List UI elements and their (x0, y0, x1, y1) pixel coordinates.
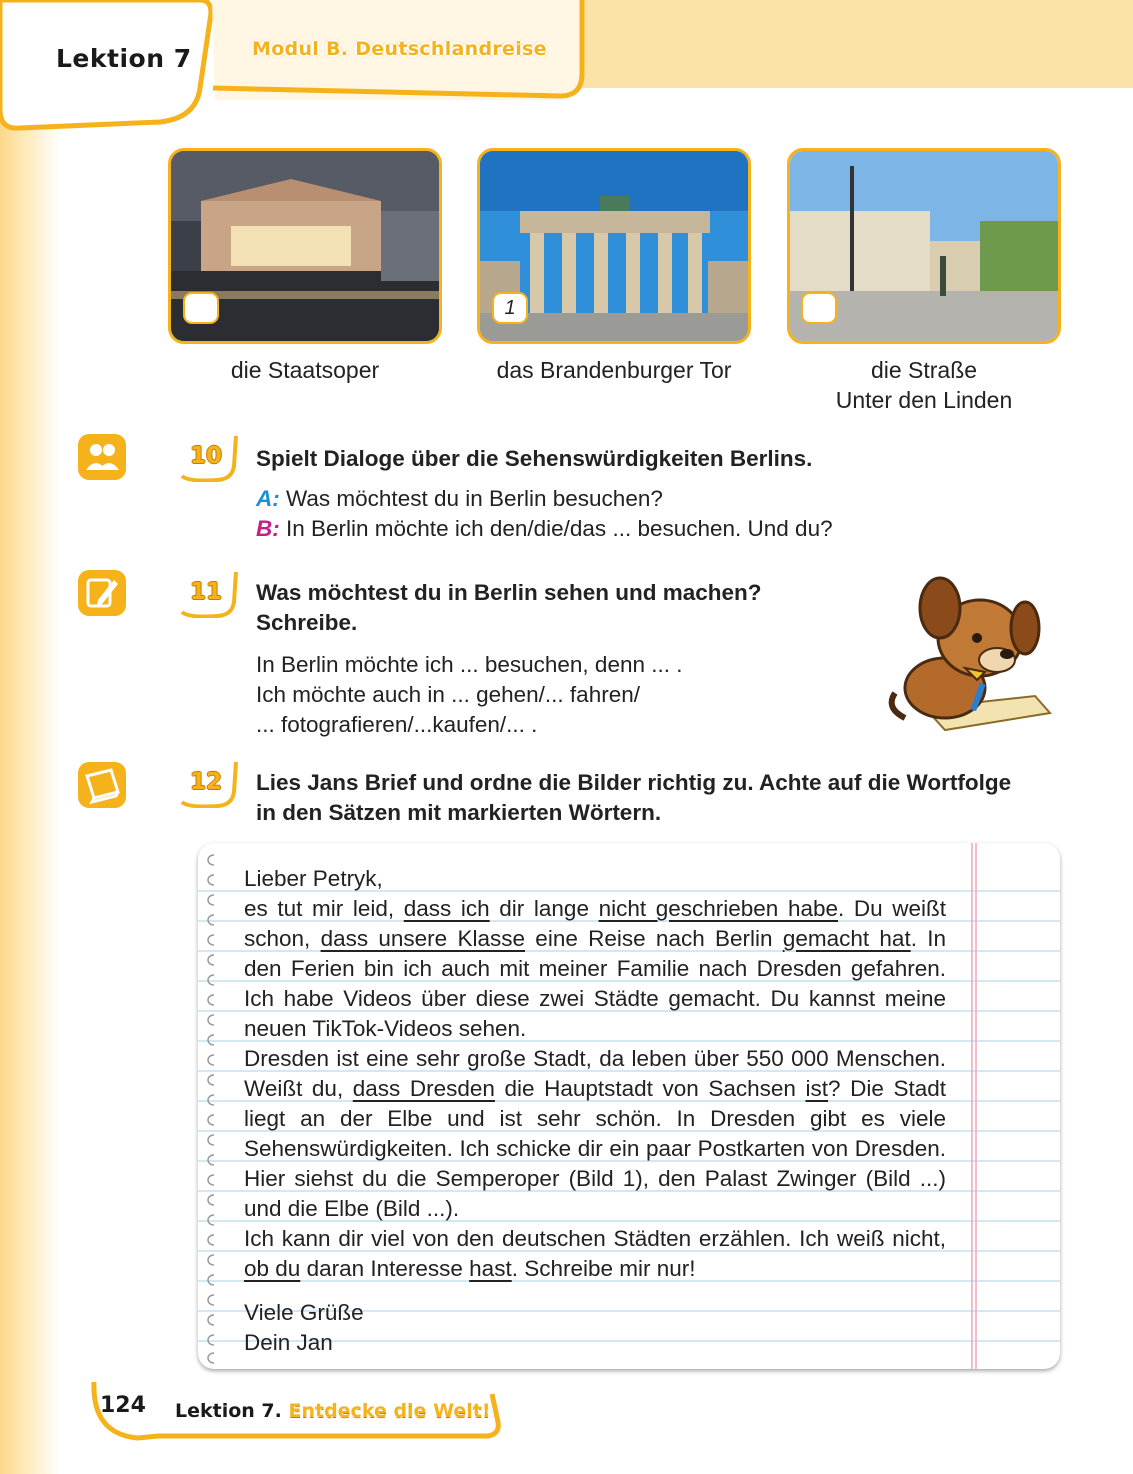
book-read-icon (78, 762, 126, 808)
letter-paragraph (244, 1224, 946, 1284)
task-heading (256, 578, 762, 638)
marked-words: ist (805, 1076, 829, 1101)
caption-line: das Brandenburger Tor (496, 357, 732, 383)
marked-words: hast (469, 1256, 512, 1281)
caption-line: die Straße (870, 357, 978, 383)
letter-closing (244, 1298, 364, 1358)
photo-caption (467, 355, 761, 385)
task-heading-line: Was möchtest du in Berlin sehen und machen? (256, 580, 762, 605)
task-heading: Spielt Dialoge über die Sehenswürdigkeiten Berlins. (256, 446, 813, 471)
letter-text-run: . In den Ferien bin ich auch mit meiner Familie nach Dresden gefahren. Ich habe Videos über diese zwei Städte gemacht. Du kannst meine neuen TikTok-Videos sehen. (244, 926, 947, 1041)
letter-text-run: es tut mir leid, (244, 896, 404, 921)
dialog-text: Was möchtest du in Berlin besuchen? (279, 486, 663, 511)
letter-text-run: Ich kann dir viel von den deutschen Städten erzählen. Ich weiß nicht, (244, 1226, 946, 1251)
letter-paragraph (244, 894, 946, 1044)
task-number: 12 (190, 769, 223, 795)
task-heading-line: Lies Jans Brief und ordne die Bilder richtig zu. Achte auf die Wortfolge (256, 770, 1012, 795)
task-heading-line: Schreibe. (256, 610, 358, 635)
task-heading (256, 768, 1076, 828)
puppy-writing-illustration (885, 568, 1057, 740)
marked-words: ob du (244, 1256, 301, 1281)
caption-line: Unter den Linden (835, 387, 1013, 413)
speaker-b-label: B: (256, 516, 280, 541)
task-heading-line: in den Sätzen mit markierten Wörtern. (256, 800, 662, 825)
marked-words: dass Dresden (352, 1076, 495, 1101)
task-body-line: Ich möchte auch in ... gehen/... fahren/ (256, 682, 640, 707)
task-body (256, 650, 683, 740)
left-color-band (0, 0, 60, 1474)
dialog-text: In Berlin möchte ich den/die/das ... besuchen. Und du? (279, 516, 833, 541)
letter-text-run: . Schreibe mir nur! (511, 1256, 696, 1281)
photo-number-box[interactable] (801, 292, 837, 324)
footer-lesson-label: Lektion 7. (175, 1400, 282, 1422)
speaker-a-label: A: (256, 486, 280, 511)
pencil-write-icon (78, 570, 126, 616)
lesson-label: Lektion 7 (56, 44, 192, 73)
photo-number-box[interactable] (183, 292, 219, 324)
task-body-line: In Berlin möchte ich ... besuchen, denn ... . (256, 652, 683, 677)
footer-lesson (175, 1400, 491, 1422)
footer-lesson-subtitle: Entdecke die Welt! (288, 1400, 491, 1422)
task-number: 10 (190, 443, 223, 469)
caption-line: die Staatsoper (230, 357, 380, 383)
photo-caption (168, 355, 442, 385)
letter-text-run: daran Interesse (300, 1256, 470, 1281)
dialog-line-b (256, 514, 833, 544)
photo-number-box[interactable]: 1 (492, 292, 528, 324)
marked-words: dass unsere Klasse (320, 926, 526, 951)
signature-line: Dein Jan (244, 1330, 333, 1355)
letter-text-run: die Hauptstadt von Sachsen (494, 1076, 806, 1101)
marked-words: nicht geschrieben habe (598, 896, 838, 921)
page-number: 124 (100, 1393, 146, 1418)
marked-words: dass ich (403, 896, 490, 921)
letter-text-run: . Du weißt schon, (244, 896, 947, 951)
marked-words: gemacht hat (782, 926, 911, 951)
closing-line: Viele Grüße (244, 1300, 364, 1325)
letter-text-run: ? Die Stadt liegt an der Elbe und ist sehr schön. In Dresden gibt es viele Sehenswürdigkeiten. Ich schicke dir ein paar Postkarten von Dresden. Hier siehst du die Semperoper (Bild 1), den Palast Zwinger (Bild ...) und die Elbe (Bild ...). (244, 1076, 946, 1221)
module-label: Modul B. Deutschlandreise (252, 38, 547, 60)
photo-caption (787, 355, 1061, 415)
letter-text-run: eine Reise nach Berlin (525, 926, 783, 951)
letter-greeting: Lieber Petryk, (244, 866, 383, 891)
letter-paragraph (244, 1044, 946, 1224)
task-body-line: ... fotografieren/...kaufen/... . (256, 712, 538, 737)
letter-text-run: dir lange (489, 896, 599, 921)
pair-work-icon (78, 434, 126, 480)
task-number: 11 (190, 579, 223, 605)
letter-text (244, 864, 946, 1284)
letter-text-run: Dresden ist eine sehr große Stadt, da leben über 550 000 Menschen. Weißt du, (244, 1046, 946, 1101)
dialog-line-a (256, 484, 663, 514)
